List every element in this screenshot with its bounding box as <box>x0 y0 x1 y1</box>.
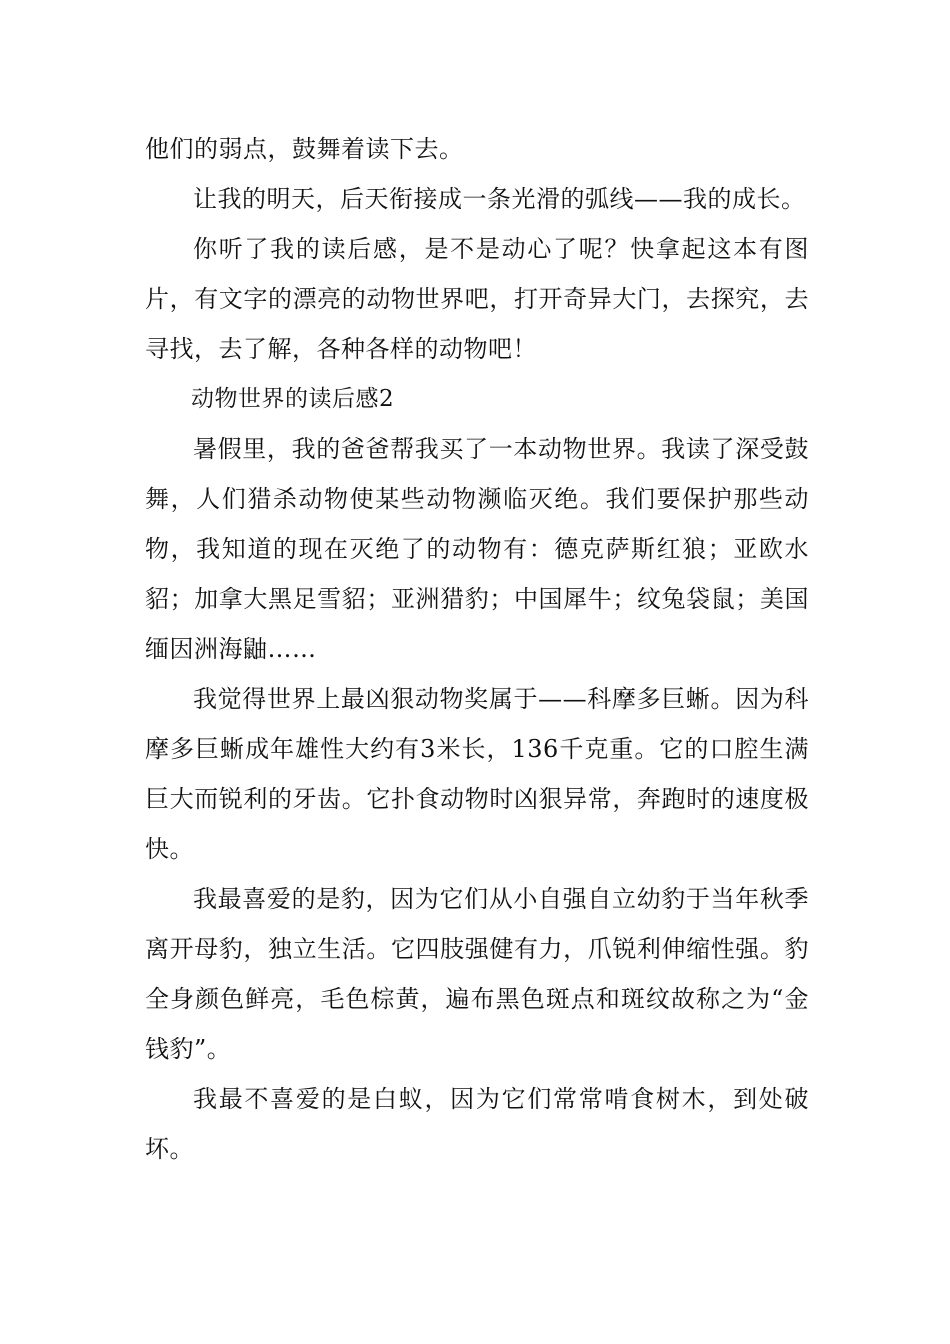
paragraph-growth: 让我的明天，后天衔接成一条光滑的弧线——我的成长。 <box>193 185 806 213</box>
paragraph-leopard: 我最喜爱的是豹，因为它们从小自强自立幼豹于当年秋季离开母豹，独立生活。它四肢强健有力，爪锐利伸缩性强。豹全身颜色鲜亮，毛色棕黄，遍布黑色斑点和斑纹故称之为“金钱豹”。 <box>145 885 809 1063</box>
section-heading: 动物世界的读后感2 <box>191 386 395 412</box>
document-body <box>145 124 809 1174</box>
paragraph-extinct-animals: 暑假里，我的爸爸帮我买了一本动物世界。我读了深受鼓舞，人们猎杀动物使某些动物濒临灭绝。我们要保护那些动物，我知道的现在灭绝了的动物有：德克萨斯红狼；亚欧水貂；加拿大黑足雪貂；亚洲猎豹；中国犀牛；纹兔袋鼠；美国缅因洲海鼬…… <box>145 435 809 663</box>
paragraph-komodo-dragon: 我觉得世界上最凶狠动物奖属于——科摩多巨蜥。因为科摩多巨蜥成年雄性大约有3米长，136千克重。它的口腔生满巨大而锐利的牙齿。它扑食动物时凶狠异常，奔跑时的速度极快。 <box>145 685 809 863</box>
paragraph-continuation: 他们的弱点，鼓舞着读下去。 <box>145 135 464 163</box>
paragraph-invitation: 你听了我的读后感，是不是动心了呢？快拿起这本有图片，有文字的漂亮的动物世界吧，打开奇异大门，去探究，去寻找，去了解，各种各样的动物吧！ <box>145 235 809 363</box>
paragraph-termite: 我最不喜爱的是白蚁，因为它们常常啃食树木，到处破坏。 <box>145 1085 809 1163</box>
